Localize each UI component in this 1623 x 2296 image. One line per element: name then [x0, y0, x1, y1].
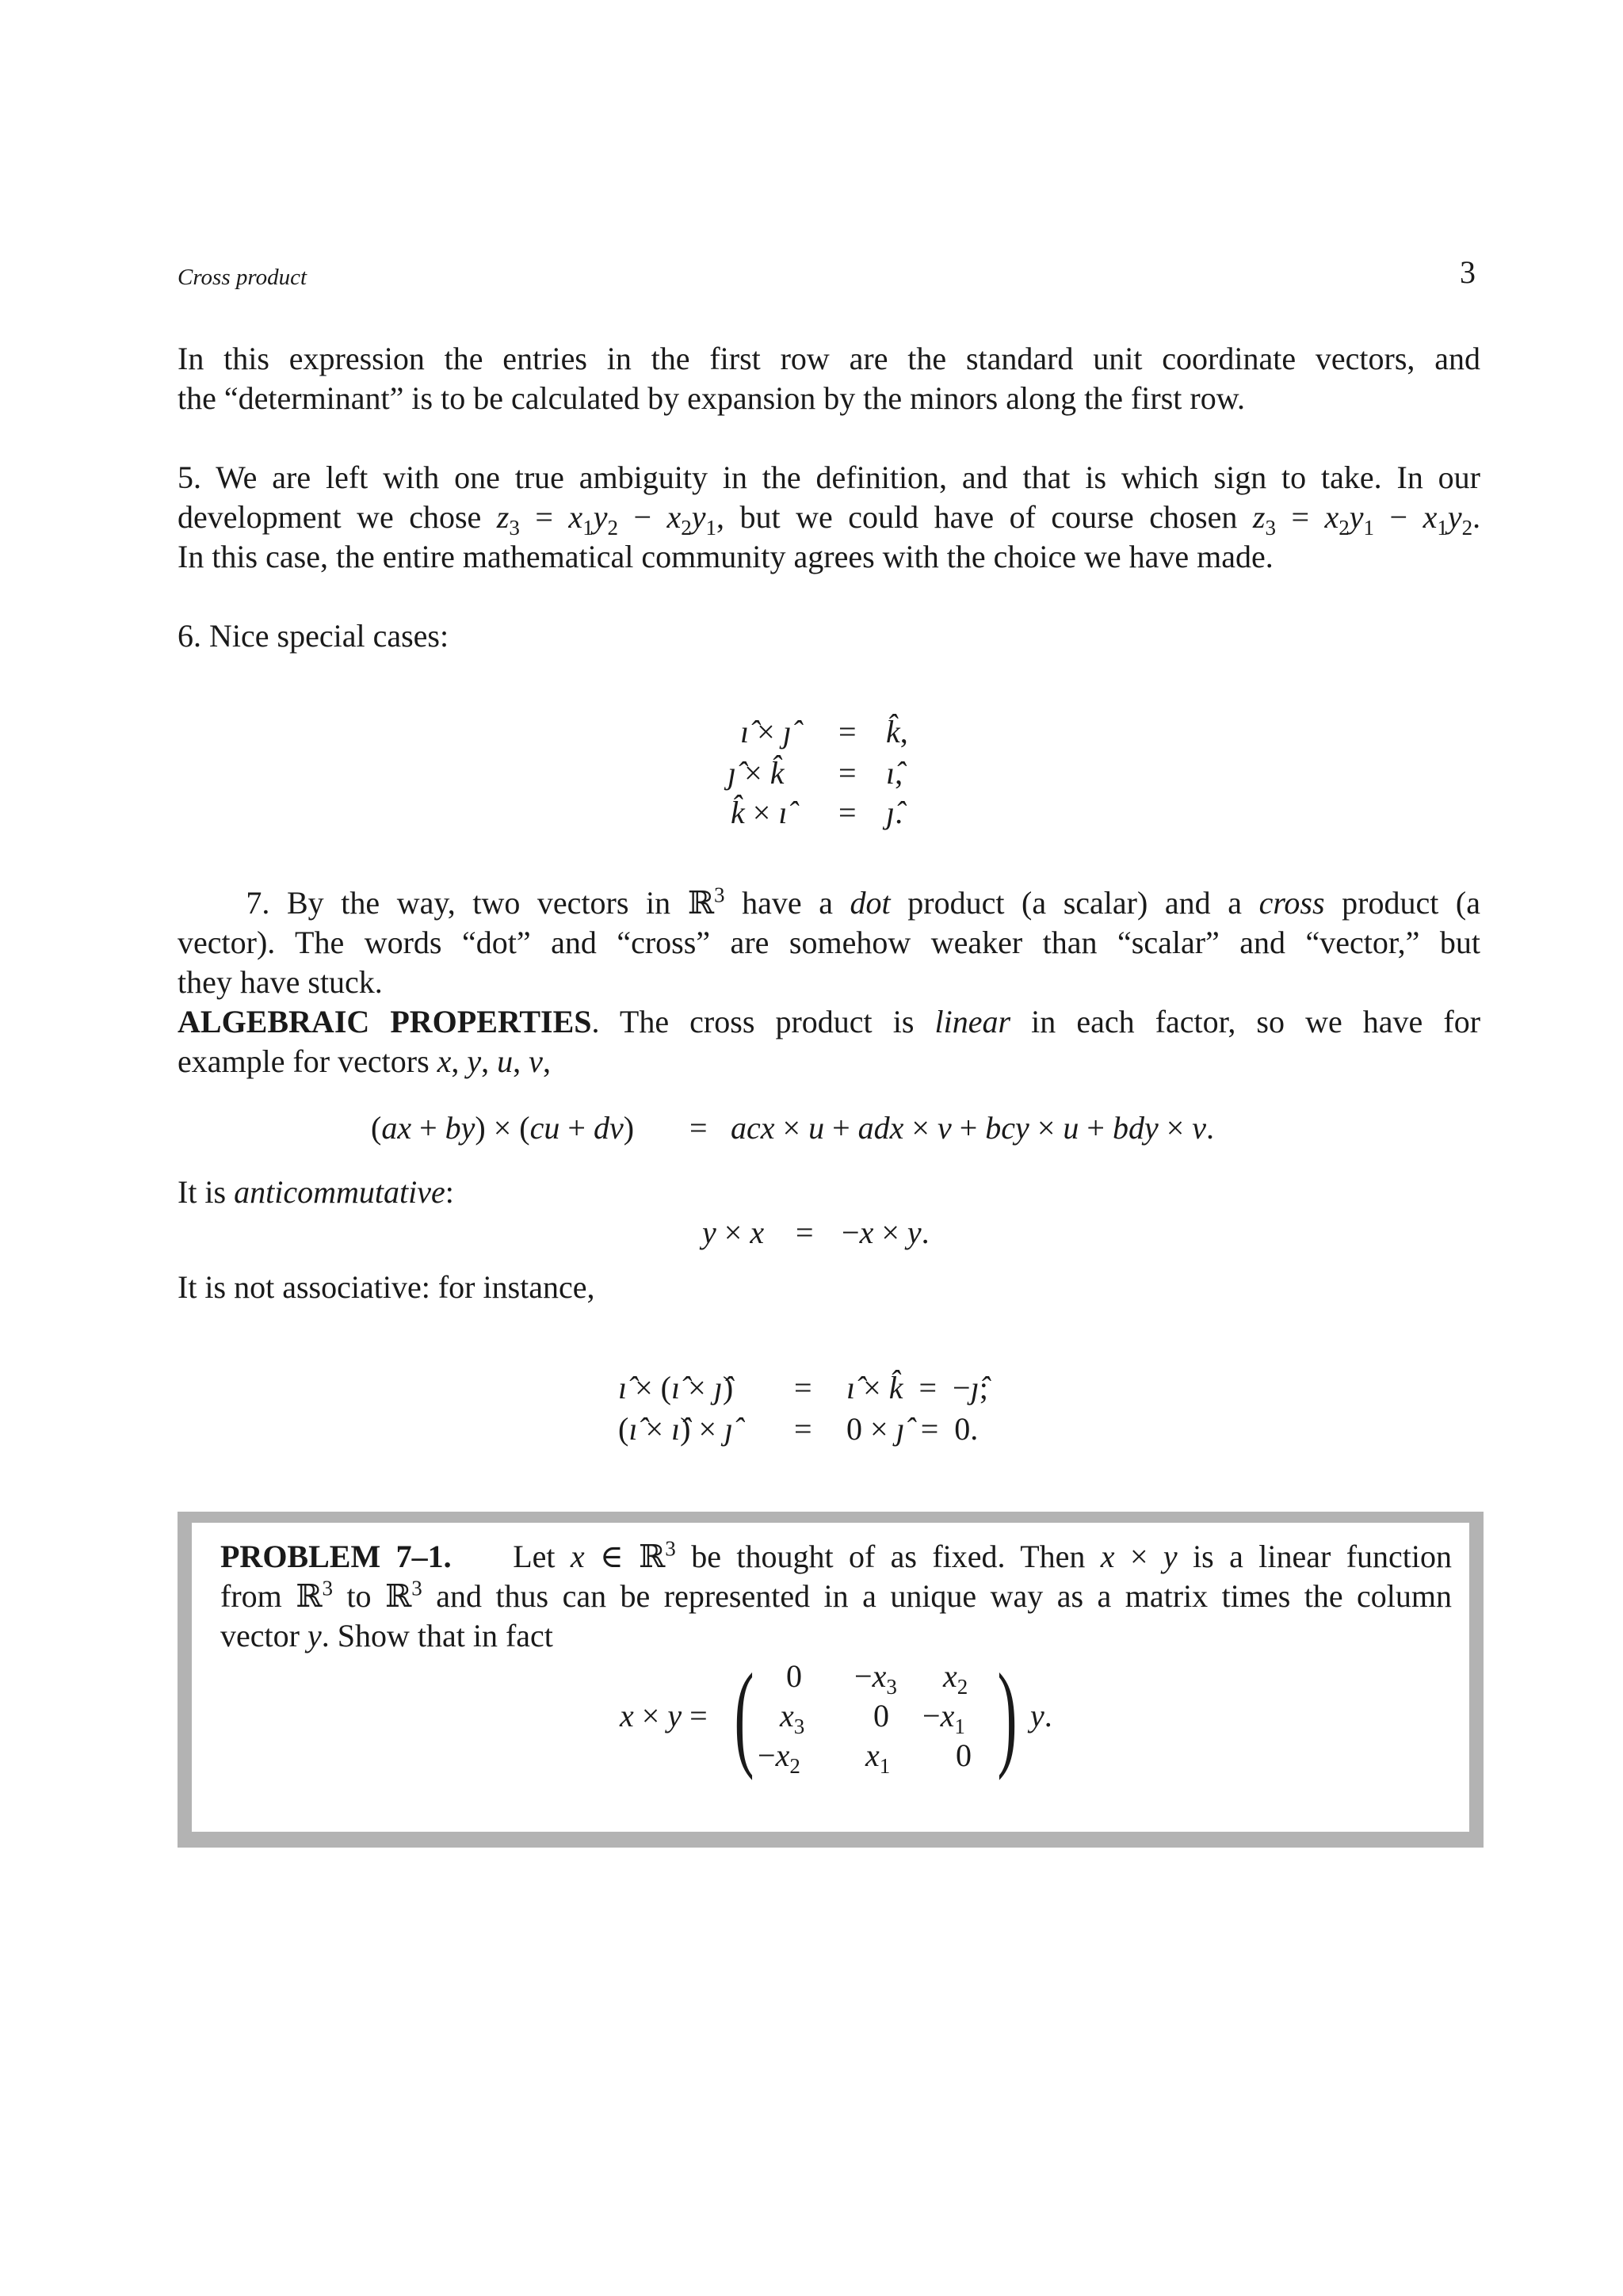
- paragraph-line: example for vectors x, y, u, v,: [178, 1043, 551, 1079]
- running-title: Cross product: [178, 265, 307, 290]
- equation-row: ȷ̂ × k̂: [727, 755, 785, 791]
- paragraph-line: ALGEBRAIC PROPERTIES. The cross product is linear in each factor, so we have for: [178, 1004, 1481, 1039]
- left-parenthesis: (: [734, 1650, 754, 1781]
- problem-box-inner: PROBLEM 7–1. Let x ∈ ℝ$^3$ be thought of as fixed. Then x × y is a linear function from ℝ$^3$ to ℝ$^3$ and thus can be represented in a unique way as a matrix times the column vector y. Show that in fact x × y = ( 0 $-x_3$ $x_2$ $x_3$ 0 $-x_1$ $-x_2$ $x_1$ 0 ) y.: [192, 1523, 1469, 1832]
- paragraph-line: from ℝ$^3$ to ℝ$^3$ and thus can be represented in a unique way as a matrix times the column: [220, 1576, 1453, 1614]
- paragraph-determinant: [178, 339, 1480, 418]
- section-heading: ALGEBRAIC PROPERTIES: [178, 1004, 592, 1039]
- paragraph-line: the “determinant” is to be calculated by expansion by the minors along the first row.: [178, 380, 1246, 416]
- page-number: 3: [1460, 254, 1476, 290]
- equation-row: ı̂ × ȷ̂: [740, 714, 792, 749]
- paragraph-algebraic-properties: [178, 1002, 1480, 1081]
- paragraph-anticommutative: [178, 1173, 1480, 1212]
- right-parenthesis: ): [997, 1650, 1018, 1781]
- paragraph-line: 7. By the way, two vectors in ℝ$^3$ have a dot product (a scalar) and a cross product (a: [246, 883, 1481, 921]
- problem-label: PROBLEM 7–1.: [220, 1539, 452, 1574]
- problem-box: [178, 1512, 1484, 1848]
- paragraph-line: It is not associative: for instance,: [178, 1269, 595, 1305]
- paragraph-line: they have stuck.: [178, 964, 383, 1000]
- problem-text: [220, 1537, 1452, 1656]
- paragraph-line: development we chose $z_3 = x_1y_2 - x_2y_1$, but we could have of course chosen $z_3 = x_2y_1 - x_1y_2$.: [178, 499, 1481, 540]
- paragraph-line: vector). The words “dot” and “cross” are somehow weaker than “scalar” and “vector,” but: [178, 925, 1480, 960]
- paragraph-line: 5. We are left with one true ambiguity in the definition, and that is which sign to take. In our: [178, 460, 1480, 495]
- paragraph-item-5: [178, 458, 1480, 577]
- paragraph-line: In this case, the entire mathematical community agrees with the choice we have made.: [178, 539, 1274, 574]
- paragraph-item-6: [178, 616, 1480, 656]
- paragraph-line: 6. Nice special cases:: [178, 618, 449, 654]
- paragraph-line: It is anticommutative:: [178, 1174, 454, 1210]
- paragraph-not-associative: [178, 1268, 1480, 1307]
- paragraph-line: PROBLEM 7–1. Let x ∈ ℝ$^3$ be thought of as fixed. Then x × y is a linear function: [220, 1536, 1453, 1574]
- equation-row: ı̂ × (ı̂ × ȷ̂): [618, 1370, 734, 1405]
- equation-row: k̂ × ı̂: [731, 795, 788, 830]
- equation-row: (ı̂ × ı̂) × ȷ̂: [618, 1411, 734, 1447]
- paragraph-line: In this expression the entries in the first row are the standard unit coordinate vectors, and: [178, 341, 1480, 376]
- paragraph-item-7: [178, 883, 1480, 1002]
- paragraph-line: vector y. Show that in fact: [220, 1618, 553, 1653]
